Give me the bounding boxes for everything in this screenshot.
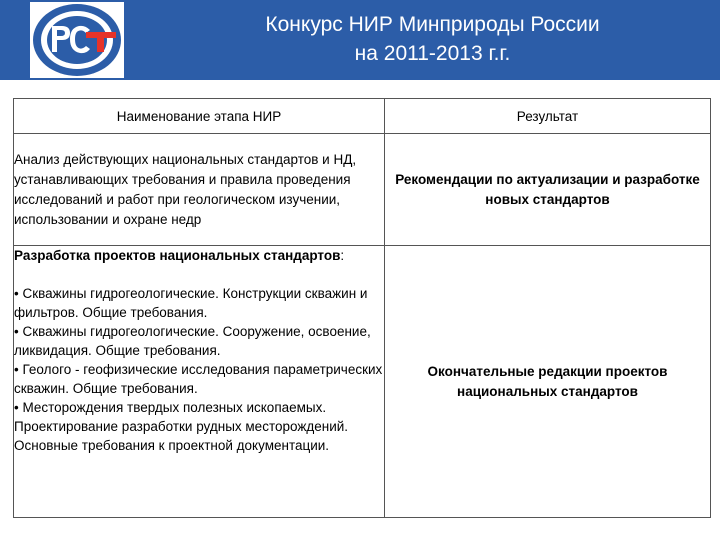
column-header-result: Результат bbox=[385, 99, 711, 134]
list-item: • Месторождения твердых полезных ископаемых. Проектирование разработки рудных месторождений. Основные требования к проектной документации. bbox=[14, 400, 349, 453]
stage-cell bbox=[14, 246, 385, 518]
table-row bbox=[14, 246, 711, 518]
stage-title-suffix: : bbox=[340, 248, 345, 263]
table-row bbox=[14, 134, 711, 246]
standards-list bbox=[14, 284, 384, 455]
list-item: • Геолого - геофизические исследования параметрических скважин. Общие требования. bbox=[14, 362, 383, 396]
list-item: • Скважины гидрогеологические. Конструкции скважин и фильтров. Общие требования. bbox=[14, 286, 368, 320]
slide-title-line1: Конкурс НИР Минприроды России bbox=[265, 13, 600, 36]
slide-title bbox=[180, 10, 685, 68]
slide-title-line2: на 2011-2013 г.г. bbox=[354, 42, 511, 65]
rst-logo bbox=[30, 2, 124, 78]
rst-logo-icon bbox=[30, 2, 124, 78]
column-header-stage: Наименование этапа НИР bbox=[14, 99, 385, 134]
nir-stages-table bbox=[13, 98, 711, 518]
stage-cell: Анализ действующих национальных стандартов и НД, устанавливающих требования и правила проведения исследований и работ при геологическом изучении, использовании и охране недр bbox=[14, 134, 385, 246]
list-item: • Скважины гидрогеологические. Сооружение, освоение, ликвидация. Общие требования. bbox=[14, 324, 371, 358]
stage-title: Разработка проектов национальных стандартов bbox=[14, 248, 341, 263]
result-cell: Окончательные редакции проектов национальных стандартов bbox=[385, 246, 711, 518]
table-header-row bbox=[14, 99, 711, 134]
slide-header bbox=[0, 0, 720, 80]
result-cell: Рекомендации по актуализации и разработке новых стандартов bbox=[385, 134, 711, 246]
